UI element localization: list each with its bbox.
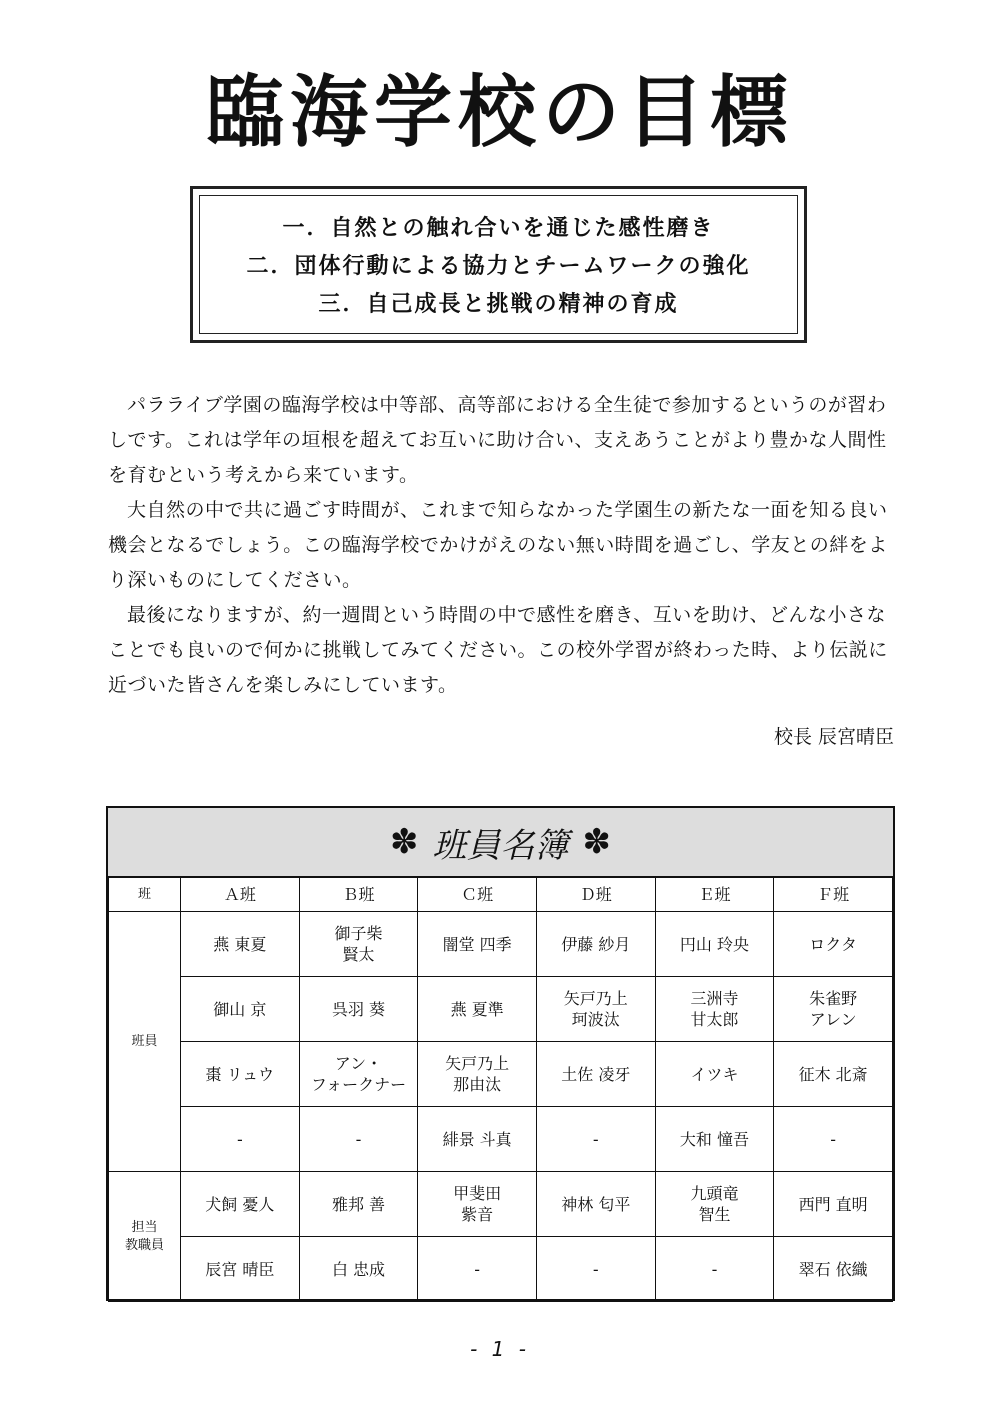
roster-cell: 御山 京: [181, 977, 300, 1042]
roster-cell: 矢戸乃上 那由汰: [418, 1042, 537, 1107]
table-row: [109, 1107, 893, 1172]
roster-table: [106, 806, 895, 1301]
principal-message: [108, 388, 898, 703]
roster-cell: -: [774, 1107, 893, 1172]
roster-cell: アン・ フォークナー: [299, 1042, 418, 1107]
roster-cell: 西門 直明: [774, 1172, 893, 1237]
roster-cell: 緋景 斗真: [418, 1107, 537, 1172]
roster-cell: 矢戸乃上 珂波汰: [536, 977, 655, 1042]
roster-header-row: [109, 878, 893, 912]
roster-header: [108, 808, 893, 877]
roster-cell: 三洲寺 甘太郎: [655, 977, 774, 1042]
roster-cell: 大和 憧吾: [655, 1107, 774, 1172]
flower-icon: ✽: [390, 822, 419, 862]
flower-icon: ✽: [582, 822, 611, 862]
roster-cell: -: [536, 1237, 655, 1302]
group-header: Ｃ班: [418, 878, 537, 912]
roster-cell: -: [536, 1107, 655, 1172]
corner-label: 班: [109, 878, 181, 912]
table-row: [109, 1237, 893, 1302]
table-row: [109, 977, 893, 1042]
goal-item: 一．自然との触れ合いを通じた感性磨き: [282, 216, 715, 241]
roster-cell: 呉羽 葵: [299, 977, 418, 1042]
roster-cell: イツキ: [655, 1042, 774, 1107]
roster-cell: 翠石 依織: [774, 1237, 893, 1302]
group-header: Ａ班: [181, 878, 300, 912]
signature: 校長 辰宮晴臣: [773, 726, 894, 748]
roster-cell: 闇堂 四季: [418, 912, 537, 977]
page-number: - 1 -: [470, 1337, 530, 1361]
roster-cell: 棗 リュウ: [181, 1042, 300, 1107]
roster-cell: 甲斐田 紫音: [418, 1172, 537, 1237]
roster-cell: -: [181, 1107, 300, 1172]
roster-grid: [108, 877, 893, 1302]
roster-cell: 御子柴 賢太: [299, 912, 418, 977]
roster-cell: 燕 東夏: [181, 912, 300, 977]
roster-cell: -: [655, 1237, 774, 1302]
goals-box: [190, 186, 807, 343]
members-label: 班員: [109, 912, 181, 1172]
roster-title: 班員名簿: [432, 825, 569, 866]
group-header: Ｂ班: [299, 878, 418, 912]
roster-cell: 九頭竜 智生: [655, 1172, 774, 1237]
roster-cell: 神林 匂平: [536, 1172, 655, 1237]
goals-inner-frame: [199, 195, 798, 334]
roster-cell: ロクタ: [774, 912, 893, 977]
roster-cell: 白 忠成: [299, 1237, 418, 1302]
page-title: 臨海学校の目標: [205, 68, 794, 158]
staff-label: 担当 教職員: [109, 1172, 181, 1302]
roster-cell: 雅邦 善: [299, 1172, 418, 1237]
table-row: [109, 1042, 893, 1107]
message-paragraph: 大自然の中で共に過ごす時間が、これまで知らなかった学園生の新たな一面を知る良い機会となるでしょう。この臨海学校でかけがえのない無い時間を過ごし、学友との絆をより深いものにしてください。: [108, 499, 888, 591]
roster-cell: 伊藤 紗月: [536, 912, 655, 977]
group-header: Ｅ班: [655, 878, 774, 912]
roster-cell: -: [418, 1237, 537, 1302]
roster-cell: 辰宮 晴臣: [181, 1237, 300, 1302]
roster-cell: 征木 北斎: [774, 1042, 893, 1107]
roster-cell: 土佐 凌牙: [536, 1042, 655, 1107]
roster-cell: 円山 玲央: [655, 912, 774, 977]
table-row: [109, 912, 893, 977]
roster-cell: -: [299, 1107, 418, 1172]
roster-cell: 犬飼 憂人: [181, 1172, 300, 1237]
group-header: Ｄ班: [536, 878, 655, 912]
message-paragraph: 最後になりますが、約一週間という時間の中で感性を磨き、互いを助け、どんな小さなことでも良いので何かに挑戦してみてください。この校外学習が終わった時、より伝説に近づいた皆さんを楽しみにしています。: [108, 604, 888, 696]
table-row: [109, 1172, 893, 1237]
goal-item: 二．団体行動による協力とチームワークの強化: [246, 254, 751, 279]
goals-list: [200, 210, 797, 324]
roster-cell: 燕 夏準: [418, 977, 537, 1042]
message-paragraph: パラライブ学園の臨海学校は中等部、高等部における全生徒で参加するというのが習わしです。これは学年の垣根を超えてお互いに助け合い、支えあうことがより豊かな人間性を育むという考えから来ています。: [108, 394, 887, 486]
group-header: Ｆ班: [774, 878, 893, 912]
goal-item: 三．自己成長と挑戦の精神の育成: [318, 292, 679, 317]
roster-cell: 朱雀野 アレン: [774, 977, 893, 1042]
